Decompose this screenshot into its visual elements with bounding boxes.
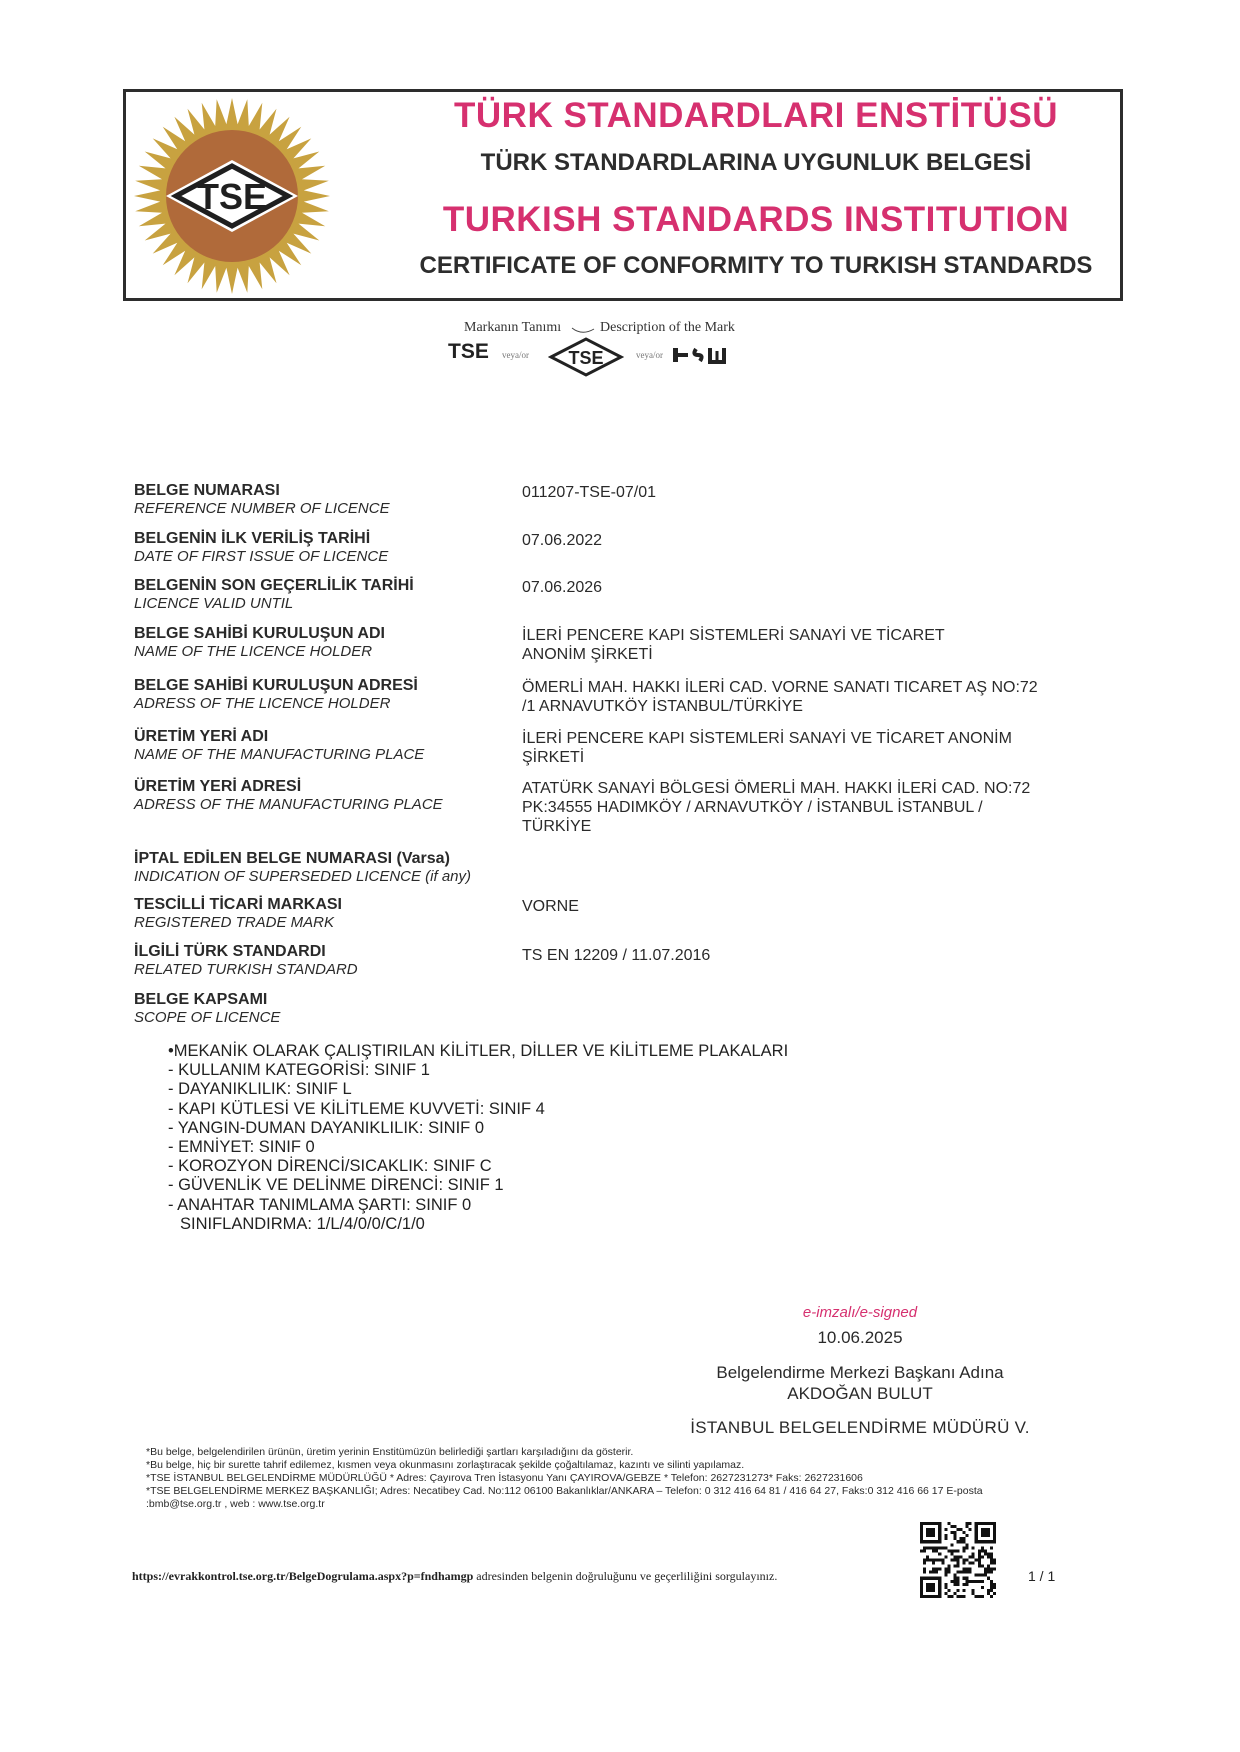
tse-mirrored-mark-icon (672, 344, 742, 364)
signature-on-behalf: Belgelendirme Merkezi Başkanı Adına (716, 1363, 1004, 1382)
field-label-tr: ÜRETİM YERİ ADRESİ (134, 778, 302, 795)
tse-diamond-mark-icon (548, 336, 624, 378)
signature-date: 10.06.2025 (817, 1328, 903, 1347)
field-label-tr: İPTAL EDİLEN BELGE NUMARASI (Varsa) (134, 850, 450, 867)
subtitle-en: CERTIFICATE OF CONFORMITY TO TURKISH STANDARDS (419, 252, 1093, 279)
field-value: ATATÜRK SANAYİ BÖLGESİ ÖMERLİ MAH. HAKKI İLERİ CAD. NO:72 PK:34555 HADIMKÖY / ARNAVUTKÖY / İSTANBUL İSTANBUL / TÜRKİYE (522, 780, 1031, 835)
field-label-en: INDICATION OF SUPERSEDED LICENCE (if any) (134, 868, 472, 885)
field-value: TS EN 12209 / 11.07.2016 (522, 947, 711, 964)
field-value: İLERİ PENCERE KAPI SİSTEMLERİ SANAYİ VE TİCARET ANONİM ŞİRKETİ (522, 627, 945, 663)
field-label-en: REFERENCE NUMBER OF LICENCE (134, 500, 390, 517)
field-value: 011207-TSE-07/01 (522, 484, 657, 501)
field-label-tr: BELGE SAHİBİ KURULUŞUN ADRESİ (134, 677, 418, 694)
signer-title: İSTANBUL BELGELENDİRME MÜDÜRÜ V. (690, 1418, 1030, 1437)
field-label-en: RELATED TURKISH STANDARD (134, 961, 358, 978)
subtitle-tr: TÜRK STANDARDLARINA UYGUNLUK BELGESİ (480, 149, 1032, 176)
field-value: ÖMERLİ MAH. HAKKI İLERİ CAD. VORNE SANATI TICARET AŞ NO:72 /1 ARNAVUTKÖY İSTANBUL/TÜRKİYE (522, 679, 1038, 715)
field-label-en: LICENCE VALID UNTIL (134, 595, 294, 612)
title-tr: TÜRK STANDARDLARI ENSTİTÜSÜ (454, 96, 1058, 135)
list-item: - GÜVENLİK VE DELİNME DİRENCİ: SINIF 1 (168, 1176, 504, 1195)
page-number: 1 / 1 (1028, 1568, 1056, 1584)
list-item: - KOROZYON DİRENCİ/SICAKLIK: SINIF C (168, 1157, 492, 1176)
footnotes: *Bu belge, belgelendirilen ürünün, üretim yerinin Enstitümüzün belirlediği şartları karşıladığını da gösterir. *Bu belge, hiç bir surette tahrif edilemez, kısmen veya okunmasını zorlaştıracak şekilde çoğaltılamaz, kazıntı ve silinti yapılamaz. *TSE İSTANBUL BELGELENDİRME MÜDÜRLÜĞÜ * Adres: Çayırova Tren İstasyonu Yanı ÇAYIROVA/GEBZE * Telefon: 2627231273* Faks: 2627231606 *TSE BELGELENDİRME MERKEZ BAŞKANLIĞI; Adres: Necatibey Cad. No:112 06100 Bakanlıklar/ANKARA – Telefon: 0 312 416 64 81 / 416 64 27, Faks:0 312 416 66 17 E-posta :bmb@tse.org.tr , web : www.tse.org.tr (146, 1446, 983, 1510)
list-item: - KAPI KÜTLESİ VE KİLİTLEME KUVVETİ: SINIF 4 (168, 1099, 545, 1118)
field-value: 07.06.2026 (522, 579, 603, 596)
list-item: - EMNİYET: SINIF 0 (168, 1138, 315, 1157)
field-label-en: ADRESS OF THE LICENCE HOLDER (134, 695, 391, 712)
field-label-en: SCOPE OF LICENCE (134, 1009, 281, 1026)
field-label-tr: BELGE NUMARASI (134, 482, 280, 499)
mark-description (360, 320, 880, 390)
header-box (123, 89, 1123, 301)
field-label-en: NAME OF THE LICENCE HOLDER (134, 643, 373, 660)
title-en: TURKISH STANDARDS INSTITUTION (442, 200, 1070, 239)
field-label-tr: ÜRETİM YERİ ADI (134, 728, 269, 745)
verification-text: adresinden belgenin doğruluğunu ve geçerliliğini sorgulayınız. (473, 1569, 778, 1583)
verification-line (132, 1569, 777, 1584)
verification-url-link[interactable]: https://evrakkontrol.tse.org.tr/BelgeDogrulama.aspx?p=fndhamgp (132, 1569, 474, 1583)
signer-name: AKDOĞAN BULUT (787, 1384, 933, 1403)
scope-list (168, 1042, 788, 1234)
esigned-label: e-imzalı/e-signed (802, 1304, 918, 1321)
mark-label-en: Description of the Mark (600, 320, 735, 335)
field-label-tr: BELGE KAPSAMI (134, 991, 268, 1008)
qr-code-icon[interactable] (920, 1522, 996, 1598)
field-value: VORNE (522, 898, 579, 915)
svg-text:TSE: TSE (196, 176, 268, 217)
tse-logo (132, 96, 332, 296)
list-item: - ANAHTAR TANIMLAMA ŞARTI: SINIF 0 (168, 1195, 472, 1214)
field-label-tr: TESCİLLİ TİCARİ MARKASI (134, 896, 342, 913)
list-item: - DAYANIKLILIK: SINIF L (168, 1080, 352, 1099)
tse-wordmark: TSE (448, 340, 489, 363)
field-label-tr: BELGENİN İLK VERİLİŞ TARİHİ (134, 530, 371, 547)
field-label-en: NAME OF THE MANUFACTURING PLACE (134, 746, 425, 763)
field-label-en: DATE OF FIRST ISSUE OF LICENCE (134, 548, 389, 565)
field-label-tr: BELGENİN SON GEÇERLİLİK TARİHİ (134, 577, 414, 594)
field-label-tr: İLGİLİ TÜRK STANDARDI (134, 943, 326, 960)
svg-text:TSE: TSE (568, 348, 604, 368)
field-label-en: REGISTERED TRADE MARK (134, 914, 335, 931)
list-item: - YANGIN-DUMAN DAYANIKLILIK: SINIF 0 (168, 1118, 485, 1137)
list-item: SINIFLANDIRMA: 1/L/4/0/0/C/1/0 (180, 1214, 425, 1233)
curved-arrow-icon (570, 326, 596, 336)
or-text-1: veya/or (502, 350, 529, 360)
field-value: 07.06.2022 (522, 532, 603, 549)
field-value: İLERİ PENCERE KAPI SİSTEMLERİ SANAYİ VE TİCARET ANONİM ŞİRKETİ (522, 730, 1012, 766)
or-text-2: veya/or (636, 350, 663, 360)
mark-label-tr: Markanın Tanımı (464, 320, 562, 335)
field-label-en: ADRESS OF THE MANUFACTURING PLACE (134, 796, 443, 813)
list-item: - KULLANIM KATEGORİSİ: SINIF 1 (168, 1061, 430, 1080)
tse-sunburst-logo-icon (132, 96, 332, 296)
field-label-tr: BELGE SAHİBİ KURULUŞUN ADI (134, 625, 385, 642)
list-item: •MEKANİK OLARAK ÇALIŞTIRILAN KİLİTLER, DİLLER VE KİLİTLEME PLAKALARI (168, 1042, 789, 1060)
